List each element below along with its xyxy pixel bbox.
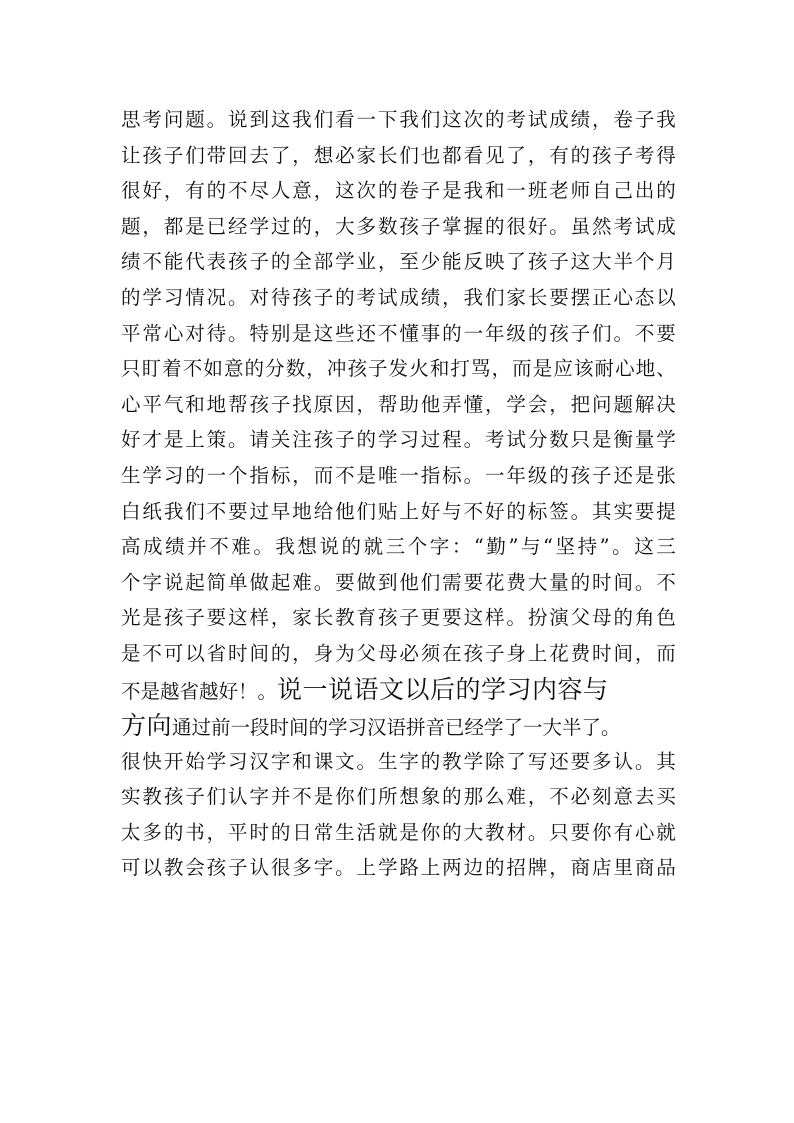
- text-line-with-heading: [121, 672, 676, 708]
- text-line: 题，都是已经学过的，大多数孩子掌握的很好。虽然考试成: [121, 214, 676, 238]
- text-line: 个字说起简单做起难。要做到他们需要花费大量的时间。不: [121, 570, 676, 594]
- text-line: 思考问题。说到这我们看一下我们这次的考试成绩，卷子我: [121, 108, 676, 131]
- text-line: 的学习情况。对待孩子的考试成绩，我们家长要摆正心态以: [121, 285, 676, 309]
- text-line: 心平气和地帮孩子找原因，帮助他弄懂，学会，把问题解决: [121, 392, 676, 416]
- text-line: 光是孩子要这样，家长教育孩子更要这样。扮演父母的角色: [121, 606, 676, 630]
- text-line: 平常心对待。特别是这些还不懂事的一年级的孩子们。不要: [121, 321, 676, 345]
- body-text: [121, 102, 676, 886]
- section-heading: 方向: [121, 710, 173, 740]
- text-line: 是不可以省时间的，身为父母必须在孩子身上花费时间，而: [121, 641, 676, 665]
- text-line: 实教孩子们认字并不是你们所想象的那么难，不必刻意去买: [121, 785, 676, 809]
- text-line: 让孩子们带回去了，想必家长们也都看见了，有的孩子考得: [121, 143, 676, 167]
- text-line: 生学习的一个指标，而不是唯一指标。一年级的孩子还是张: [121, 463, 676, 487]
- text-line: 可以教会孩子认很多字。上学路上两边的招牌，商店里商品: [121, 856, 676, 880]
- text-line: 很快开始学习汉字和课文。生字的教学除了写还要多认。其: [121, 749, 676, 773]
- text-line: 高成绩并不难。我想说的就三个字：“勤”与“坚持”。这三: [121, 535, 676, 559]
- text-line: 好才是上策。请关注孩子的学习过程。考试分数只是衡量学: [121, 428, 676, 452]
- text-segment: 通过前一段时间的学习汉语拼音已经学了一大半了。: [172, 715, 621, 739]
- section-heading: 说一说语文以后的学习内容与: [277, 674, 609, 704]
- text-line: 绩不能代表孩子的全部学业，至少能反映了孩子这大半个月: [121, 250, 676, 274]
- text-line: 只盯着不如意的分数，冲孩子发火和打骂，而是应该耐心地、: [121, 357, 676, 381]
- text-line: 太多的书，平时的日常生活就是你的大教材。只要你有心就: [121, 820, 676, 844]
- text-line: 很好，有的不尽人意，这次的卷子是我和一班老师自己出的: [121, 179, 676, 203]
- text-line: 白纸我们不要过早地给他们贴上好与不好的标签。其实要提: [121, 499, 676, 523]
- text-segment: 不是越省越好！。: [121, 679, 278, 703]
- text-line-with-heading: [121, 708, 676, 744]
